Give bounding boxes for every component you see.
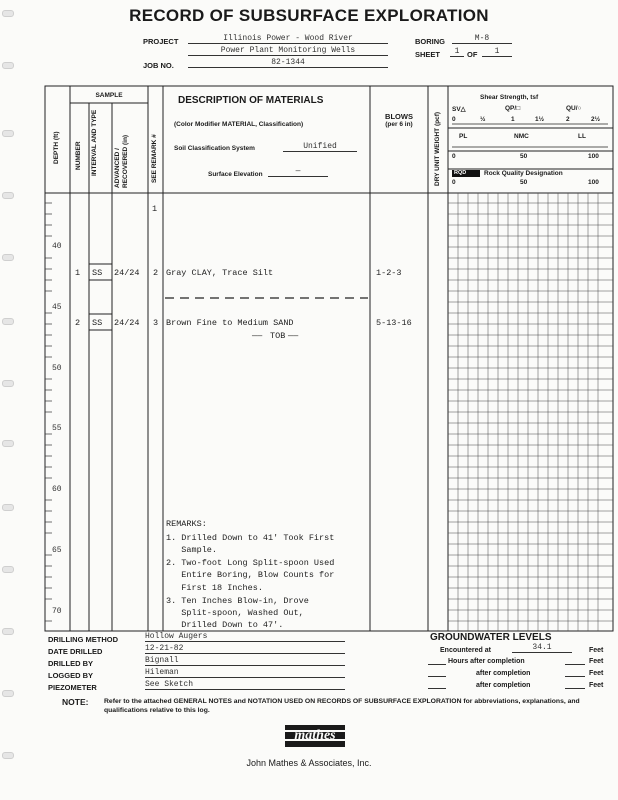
page-title: RECORD OF SUBSURFACE EXPLORATION <box>129 6 489 25</box>
drilled-by-value: Bignall <box>145 656 345 666</box>
rqd-tick: 0 <box>452 179 456 186</box>
sample-recovery: 24/24 <box>114 268 140 278</box>
drilling-method-value: Hollow Augers <box>145 632 345 642</box>
number-header: NUMBER <box>75 141 82 170</box>
surface-elevation-label: Surface Elevation <box>208 171 263 178</box>
company-logo <box>285 725 345 747</box>
shear-tick: ½ <box>480 116 486 123</box>
sample-remark: 2 <box>153 268 159 278</box>
shear-tick: 2 <box>566 116 570 123</box>
feet-label: Feet <box>589 658 604 665</box>
sample-blows: 5-13-16 <box>376 318 412 328</box>
shear-tick: 2½ <box>591 116 601 123</box>
feet-label: Feet <box>589 670 604 677</box>
feet-label: Feet <box>589 647 604 654</box>
hours-after-label: Hours after completion <box>448 658 525 665</box>
sample-type: SS <box>92 318 103 328</box>
rqd-tick: 50 <box>520 179 528 186</box>
remark-line: 3. Ten Inches Blow-in, Drove <box>166 596 309 606</box>
sv-label: SV△ <box>452 106 466 113</box>
sheet-label: SHEET <box>415 50 441 59</box>
blows-sub-header: (per 6 in) <box>385 121 413 128</box>
drilling-method-label: DRILLING METHOD <box>48 635 118 644</box>
pct-tick: 50 <box>520 153 528 160</box>
rqd-legend: Rock Quality Designation <box>484 170 563 177</box>
advanced-header: ADVANCED / RECOVERED (in) <box>114 134 129 188</box>
blows-header: BLOWS <box>385 112 413 121</box>
blank-line <box>565 676 585 677</box>
logged-by-label: LOGGED BY <box>48 671 94 680</box>
remark-line: Split-spoon, Washed Out, <box>166 608 304 618</box>
sample-remark: 3 <box>153 318 159 328</box>
logged-by-value: Hileman <box>145 668 345 678</box>
remark-line: Sample. <box>166 545 218 555</box>
ll-label: LL <box>578 133 586 140</box>
qu-label: QU/○ <box>566 105 582 112</box>
nmc-label: NMC <box>514 133 529 140</box>
sample-type: SS <box>92 268 103 278</box>
depth-mark: 70 <box>52 607 62 616</box>
piezometer-value: See Sketch <box>145 680 345 690</box>
see-remark-header: SEE REMARK # <box>151 134 158 183</box>
boring-value: M-8 <box>452 34 512 44</box>
job-no-value: 82-1344 <box>188 58 388 68</box>
groundwater-title: GROUNDWATER LEVELS <box>430 632 552 643</box>
shear-tick: 0 <box>452 116 456 123</box>
blank-line <box>428 688 446 689</box>
blank-line <box>428 664 446 665</box>
depth-mark: 50 <box>52 364 62 373</box>
blank-line <box>428 676 446 677</box>
description-title: DESCRIPTION OF MATERIALS <box>178 95 324 106</box>
rqd-mark: RQD <box>454 170 467 176</box>
job-no-label: JOB NO. <box>143 61 174 70</box>
remark-line: 1. Drilled Down to 41' Took First <box>166 533 335 543</box>
remark-line: 2. Two-foot Long Split-spoon Used <box>166 558 335 568</box>
depth-mark: 65 <box>52 546 62 555</box>
soil-system-value: Unified <box>283 142 357 152</box>
sample-header: SAMPLE <box>95 92 123 99</box>
rqd-tick: 100 <box>588 179 599 186</box>
of-label: OF <box>467 50 478 59</box>
dry-unit-weight-header: DRY UNIT WEIGHT (pcf) <box>434 111 441 186</box>
after-completion-label: after completion <box>476 670 531 677</box>
project-line2: Power Plant Monitoring Wells <box>188 46 388 56</box>
depth-header: DEPTH (ft) <box>53 131 60 164</box>
remark-line: Drilled Down to 47'. <box>166 620 284 630</box>
piezometer-label: PIEZOMETER <box>48 683 97 692</box>
blank-line <box>565 664 585 665</box>
date-drilled-label: DATE DRILLED <box>48 647 103 656</box>
depth-mark: 45 <box>52 303 62 312</box>
after-completion-label: after completion <box>476 682 531 689</box>
remark-line: First 18 Inches. <box>166 583 263 593</box>
tob-marker-right: —— <box>288 331 299 341</box>
depth-mark: 55 <box>52 424 62 433</box>
pct-tick: 100 <box>588 153 599 160</box>
note-label: NOTE: <box>62 697 89 707</box>
sample-recovery: 24/24 <box>114 318 140 328</box>
qp-label: QP/□ <box>505 105 521 112</box>
description-sub: (Color Modifier MATERIAL, Classification) <box>174 121 304 128</box>
sample-number: 1 <box>75 268 81 278</box>
of-value: 1 <box>482 47 512 57</box>
shear-tick: 1 <box>511 116 515 123</box>
tob-label: TOB <box>270 331 286 341</box>
depth-mark: 60 <box>52 485 62 494</box>
pl-label: PL <box>459 133 468 140</box>
blank-line <box>565 688 585 689</box>
logo-text: mathes <box>294 728 336 743</box>
tob-marker-left: —— <box>252 331 263 341</box>
project-label: PROJECT <box>143 37 179 46</box>
depth-mark: 40 <box>52 242 62 251</box>
note-text: Refer to the attached GENERAL NOTES and NOTATION USED ON RECORDS OF SUBSURFACE EXPLORATION for abbreviations, explanations, and qualifications relative to this log. <box>104 698 580 714</box>
sheet-value: 1 <box>450 47 464 57</box>
date-drilled-value: 12-21-82 <box>145 644 345 654</box>
project-line1: Illinois Power - Wood River <box>188 34 388 44</box>
company-name: John Mathes & Associates, Inc. <box>246 758 372 768</box>
encountered-label: Encountered at <box>440 647 491 654</box>
shear-strength-title: Shear Strength, tsf <box>480 94 539 101</box>
feet-label: Feet <box>589 682 604 689</box>
sample-description: Gray CLAY, Trace Silt <box>166 268 274 278</box>
surface-elevation-value: — <box>268 167 328 177</box>
sample-description: Brown Fine to Medium SAND <box>166 318 294 328</box>
sample-number: 2 <box>75 318 81 328</box>
sample-blows: 1-2-3 <box>376 268 402 278</box>
soil-system-label: Soil Classification System <box>174 145 255 152</box>
drilled-by-label: DRILLED BY <box>48 659 93 668</box>
interval-header: INTERVAL AND TYPE <box>91 109 98 176</box>
remarks-label: REMARKS: <box>166 519 207 529</box>
encountered-value: 34.1 <box>512 643 572 653</box>
remark-line: Entire Boring, Blow Counts for <box>166 570 335 580</box>
shear-tick: 1½ <box>535 116 545 123</box>
pct-tick: 0 <box>452 153 456 160</box>
boring-label: BORING <box>415 37 445 46</box>
remark-marker: 1 <box>152 204 158 214</box>
